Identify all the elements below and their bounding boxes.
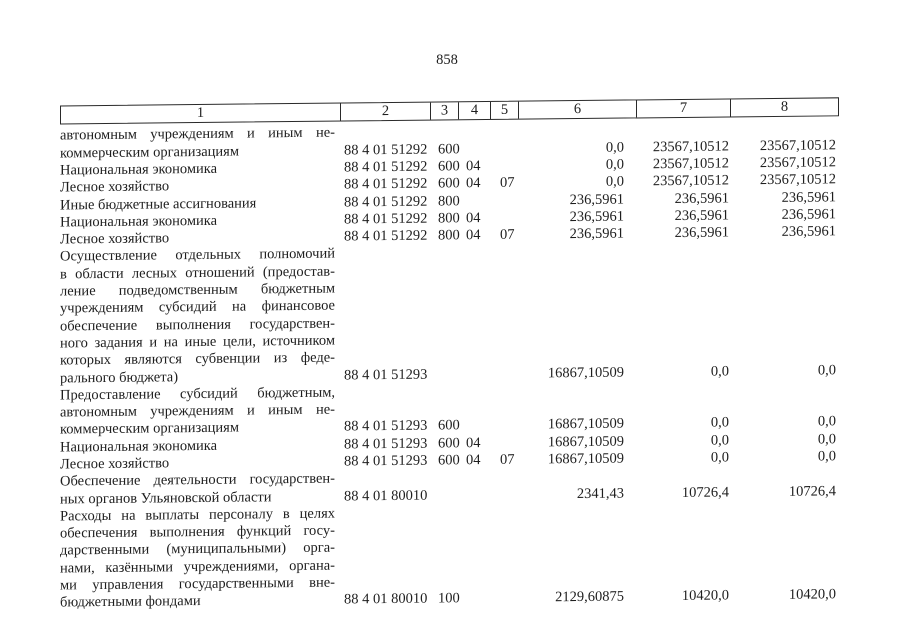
amount-column-6: 2129,60875 <box>555 588 624 606</box>
header-cell-7: 7 <box>637 99 731 117</box>
header-cell-4: 4 <box>459 102 491 119</box>
target-article-code: 88 4 01 51293 <box>344 452 428 470</box>
amount-column-7: 23567,10512 <box>652 172 729 190</box>
target-article-code: 88 4 01 80010 <box>344 590 428 608</box>
expense-type-code: 800 <box>438 210 460 227</box>
table-row <box>0 499 905 612</box>
amount-column-7: 10420,0 <box>681 587 729 605</box>
subsection-code: 07 <box>500 174 515 192</box>
target-article-code: 88 4 01 51292 <box>344 158 428 176</box>
amount-column-6: 236,5961 <box>569 191 624 208</box>
description-text: ных органов Ульяновской области <box>60 488 272 508</box>
description-line <box>60 402 335 422</box>
description-text: Обеспечение деятельности государствен- <box>60 470 335 490</box>
amount-column-6: 236,5961 <box>569 208 624 225</box>
amount-column-6: 16867,10509 <box>547 415 624 433</box>
header-cell-1: 1 <box>61 104 341 124</box>
amount-column-8: 0,0 <box>817 361 836 379</box>
header-cell-8: 8 <box>780 98 789 115</box>
page-number: 858 <box>436 52 458 68</box>
description-text: Лесное хозяйство <box>60 178 170 196</box>
amount-column-8: 236,5961 <box>781 188 836 206</box>
description-text: Национальная экономика <box>60 212 218 231</box>
amount-column-8: 0,0 <box>817 448 836 465</box>
expense-type-code: 800 <box>438 227 460 244</box>
description-text: Предоставление субсидий бюджетным, <box>60 384 335 404</box>
amount-column-8: 10420,0 <box>788 586 836 604</box>
header-cell-3: 3 <box>431 102 459 119</box>
amount-column-7: 236,5961 <box>674 207 729 224</box>
amount-column-7: 23567,10512 <box>652 138 729 155</box>
description-text: Лесное хозяйство <box>60 230 170 248</box>
section-code: 04 <box>466 434 481 451</box>
section-code: 04 <box>466 175 481 192</box>
description-text: дарственными (муниципальными) орга- <box>60 540 335 559</box>
subsection-code: 07 <box>500 451 515 468</box>
expense-type-code: 600 <box>438 158 460 175</box>
amount-column-7: 23567,10512 <box>652 155 729 173</box>
description-text: коммерческим организациям <box>60 419 240 438</box>
description-text: Расходы на выплаты персоналу в целях <box>60 505 335 525</box>
subsection-code: 07 <box>500 226 515 243</box>
expense-type-code: 600 <box>438 140 460 158</box>
description-text: Национальная экономика <box>60 160 218 179</box>
expense-type-code: 600 <box>438 434 460 452</box>
description-text: рального бюджета) <box>60 368 179 386</box>
amount-column-7: 0,0 <box>710 432 729 449</box>
amount-column-8: 23567,10512 <box>759 171 836 189</box>
amount-column-8: 10726,4 <box>788 482 836 500</box>
amount-column-7: 236,5961 <box>674 189 729 207</box>
amount-column-7: 0,0 <box>710 414 729 432</box>
description-text: автономным учреждениям и иным не- <box>60 124 335 144</box>
amount-column-8: 0,0 <box>817 431 836 448</box>
expense-type-code: 600 <box>438 452 460 469</box>
amount-column-8: 236,5961 <box>781 223 836 241</box>
target-article-code: 88 4 01 51292 <box>344 175 428 193</box>
expense-type-code: 600 <box>438 417 460 434</box>
amount-column-6: 0,0 <box>605 156 624 173</box>
description-text: в области лесных отношений (предостав- <box>60 263 335 283</box>
amount-column-6: 16867,10509 <box>547 433 624 451</box>
description-text: ление подведомственным бюджетным <box>60 280 335 300</box>
section-code: 04 <box>466 209 481 227</box>
header-cell-2: 2 <box>341 103 431 121</box>
description-text: Осуществление отдельных полномочий <box>60 246 335 265</box>
header-cell-6: 6 <box>519 100 637 118</box>
description-text: коммерческим организациям <box>60 143 240 162</box>
description-line <box>60 592 335 612</box>
target-article-code: 88 4 01 51292 <box>344 141 428 159</box>
description-text: Лесное хозяйство <box>60 455 170 473</box>
section-code: 04 <box>466 158 481 175</box>
amount-column-8: 0,0 <box>817 413 836 430</box>
description-line <box>60 350 335 370</box>
table-body <box>0 119 905 613</box>
description-text: учреждениям субсидий на финансовое <box>60 297 335 317</box>
target-article-code: 88 4 01 51292 <box>344 227 428 245</box>
section-code: 04 <box>466 227 481 244</box>
description-text: нами, казёнными учреждениями, органа- <box>60 557 335 577</box>
description-text: ного задания и на иные цели, источником <box>60 332 335 352</box>
amount-column-6: 16867,10509 <box>547 450 624 468</box>
amount-column-6: 0,0 <box>605 173 624 190</box>
description-text: обеспечения выполнения функций госу- <box>60 522 335 542</box>
description-text: Национальная экономика <box>60 437 218 456</box>
amount-column-7: 0,0 <box>710 362 729 380</box>
expense-type-code: 600 <box>438 175 460 192</box>
target-article-code: 88 4 01 51292 <box>344 210 428 228</box>
header-cell-5: 5 <box>491 102 519 119</box>
amount-column-6: 0,0 <box>605 139 624 156</box>
description-text: обеспечение выполнения государствен- <box>60 315 335 335</box>
expense-type-code: 100 <box>438 590 460 607</box>
description-text: которых являются субвенции из феде- <box>60 349 335 369</box>
description-line <box>60 125 335 145</box>
description-text: автономным учреждениям и иным не- <box>60 401 335 421</box>
table-row <box>0 240 905 388</box>
amount-column-6: 16867,10509 <box>547 364 624 381</box>
target-article-code: 88 4 01 51293 <box>344 418 428 435</box>
description-text: ми управления государственными вне- <box>60 574 335 594</box>
amount-column-8: 23567,10512 <box>759 154 836 172</box>
description-line <box>60 471 335 491</box>
target-article-code: 88 4 01 51293 <box>344 366 428 383</box>
amount-column-8: 23567,10512 <box>759 136 836 154</box>
expense-type-code: 800 <box>438 192 460 210</box>
target-article-code: 88 4 01 51292 <box>344 193 428 211</box>
amount-column-7: 236,5961 <box>674 224 729 242</box>
target-article-code: 88 4 01 80010 <box>344 487 428 505</box>
amount-column-6: 2341,43 <box>576 485 624 502</box>
description-text: Иные бюджетные ассигнования <box>60 194 257 213</box>
section-code: 04 <box>466 452 481 469</box>
amount-column-6: 236,5961 <box>569 225 624 243</box>
table-row <box>0 378 905 439</box>
amount-column-7: 0,0 <box>710 449 729 466</box>
target-article-code: 88 4 01 51293 <box>344 435 428 453</box>
description-text: бюджетными фондами <box>60 593 201 611</box>
amount-column-7: 10726,4 <box>681 484 729 501</box>
amount-column-8: 236,5961 <box>781 206 836 223</box>
description-line <box>60 575 335 595</box>
